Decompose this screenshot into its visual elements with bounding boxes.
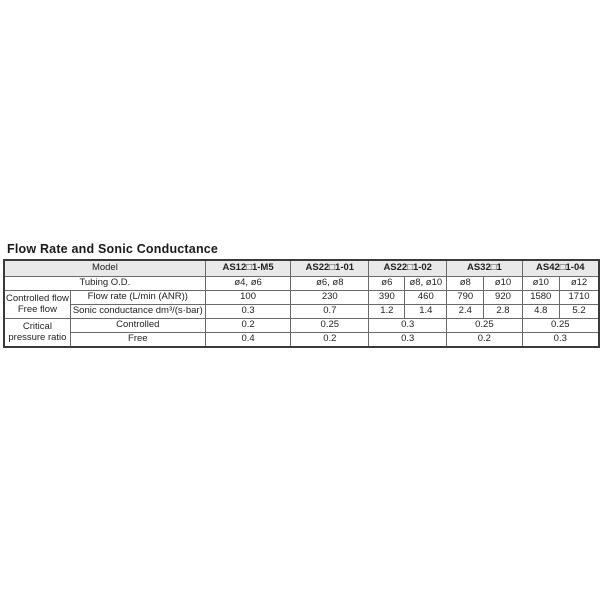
flow-group-label-line2: Free flow (17, 303, 57, 315)
value-cell: 230 (291, 291, 369, 305)
value-cell: 1710 (560, 291, 599, 305)
value-cell: 1580 (522, 291, 559, 305)
flow-group-label-cell (4, 291, 70, 319)
model-name-cell-as32: AS32□1 (447, 260, 522, 277)
value-cell: 0.3 (205, 305, 291, 319)
value-cell: 0.2 (291, 333, 369, 348)
sonic-conductance-row (4, 305, 599, 319)
tubing-label-cell: Tubing O.D. (4, 277, 205, 291)
model-header-cell: Model (4, 260, 205, 277)
value-cell: 1.4 (405, 305, 447, 319)
flow-group-label-line1: Controlled flow (6, 293, 69, 305)
value-cell: 0.3 (522, 333, 599, 348)
value-cell: 2.8 (484, 305, 522, 319)
value-cell: 0.25 (447, 319, 522, 333)
value-cell: 1.2 (369, 305, 405, 319)
flow-rate-row (4, 291, 599, 305)
row-label-flow-rate: Flow rate (L/min (ANR)) (70, 291, 205, 305)
tubing-value-cell: ø6, ø8 (291, 277, 369, 291)
model-name-cell-as22-01: AS22□1-01 (291, 260, 369, 277)
value-cell: 390 (369, 291, 405, 305)
value-cell: 100 (205, 291, 291, 305)
model-name-cell-as12: AS12□1-M5 (205, 260, 291, 277)
value-cell: 0.2 (447, 333, 522, 348)
value-cell: 0.3 (369, 333, 447, 348)
value-cell: 2.4 (447, 305, 484, 319)
tubing-value-cell: ø4, ø6 (205, 277, 291, 291)
model-name-cell-as22-02: AS22□1-02 (369, 260, 447, 277)
value-cell: 0.25 (522, 319, 599, 333)
section-title: Flow Rate and Sonic Conductance (7, 242, 219, 256)
value-cell: 790 (447, 291, 484, 305)
value-cell: 0.3 (369, 319, 447, 333)
critical-group-label-cell (4, 319, 70, 348)
tubing-od-row (4, 277, 599, 291)
value-cell: 5.2 (560, 305, 599, 319)
value-cell: 920 (484, 291, 522, 305)
model-header-row (4, 260, 599, 277)
value-cell: 0.2 (205, 319, 291, 333)
tubing-value-cell: ø6 (369, 277, 405, 291)
model-name-cell-as42: AS42□1-04 (522, 260, 599, 277)
critical-free-row (4, 333, 599, 348)
value-cell: 4.8 (522, 305, 559, 319)
tubing-value-cell: ø8 (447, 277, 484, 291)
row-label-controlled: Controlled (70, 319, 205, 333)
tubing-value-cell: ø10 (484, 277, 522, 291)
value-cell: 0.4 (205, 333, 291, 348)
critical-group-label-line1: Critical (22, 321, 52, 333)
value-cell: 0.25 (291, 319, 369, 333)
tubing-value-cell: ø12 (560, 277, 599, 291)
critical-group-label-line2: pressure ratio (8, 331, 67, 343)
row-label-free: Free (70, 333, 205, 348)
value-cell: 460 (405, 291, 447, 305)
critical-controlled-row (4, 319, 599, 333)
tubing-value-cell: ø8, ø10 (405, 277, 447, 291)
flow-rate-table (3, 259, 600, 348)
row-label-sonic-conductance: Sonic conductance dm³/(s·bar) (70, 305, 205, 319)
tubing-value-cell: ø10 (522, 277, 559, 291)
value-cell: 0.7 (291, 305, 369, 319)
